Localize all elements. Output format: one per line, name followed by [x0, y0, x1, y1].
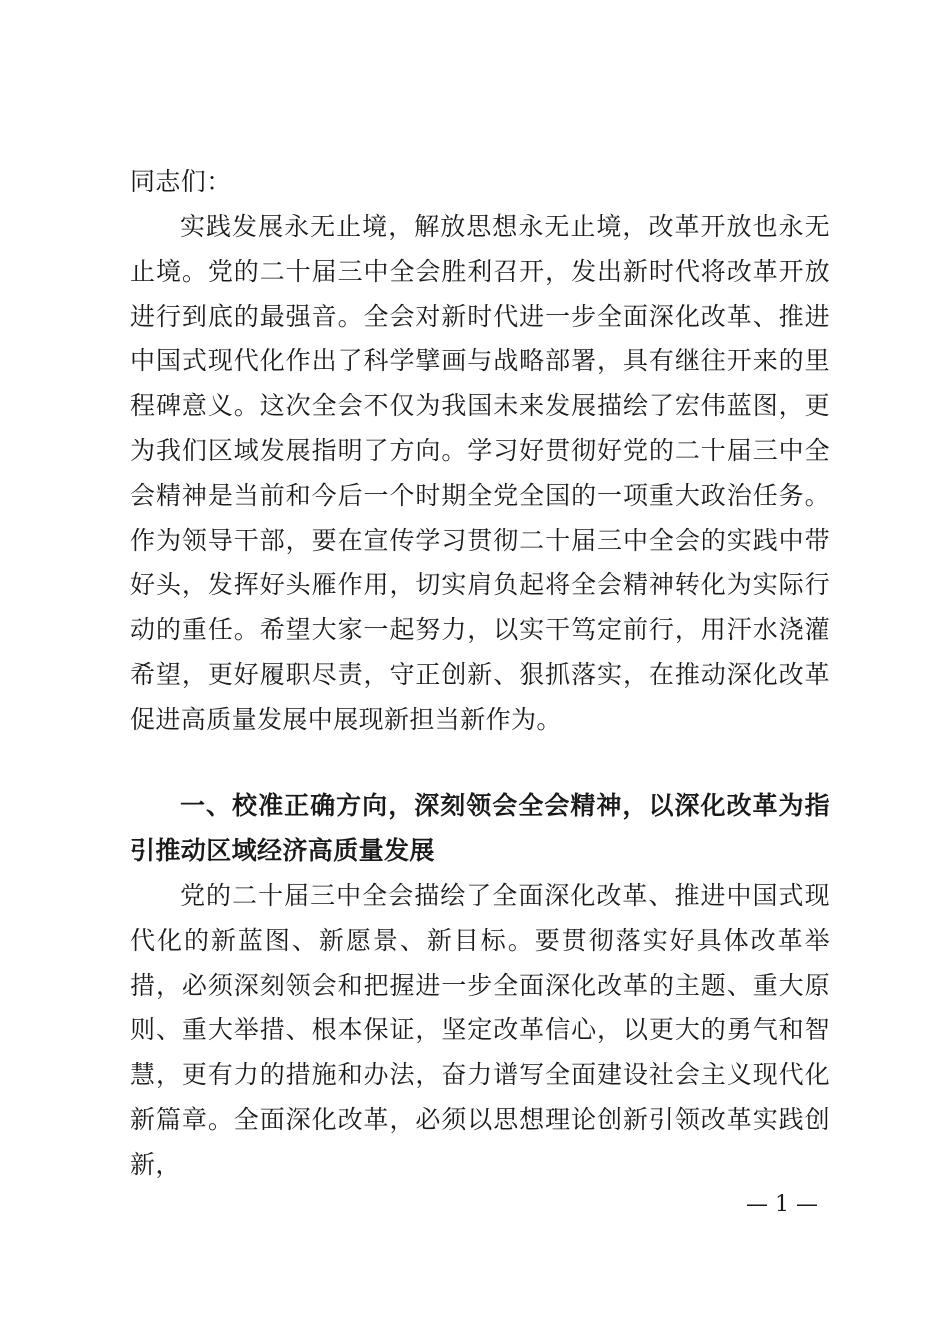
section-heading-1: 一、校准正确方向，深刻领会全会精神，以深化改革为指引推动区域经济高质量发展	[130, 791, 830, 865]
paragraph-intro: 实践发展永无止境，解放思想永无止境，改革开放也永无止境。党的二十届三中全会胜利召开，发出新时代将改革开放进行到底的最强音。全会对新时代进一步全面深化改革、推进中国式现代化作出了科学擘画与战略部署，具有继往开来的里程碑意义。这次全会不仅为我国未来发展描绘了宏伟蓝图，更为我们区域发展指明了方向。学习好贯彻好党的二十届三中全会精神是当前和今后一个时期全党全国的一项重大政治任务。作为领导干部，要在宣传学习贯彻二十届三中全会的实践中带好头，发挥好头雁作用，切实肩负起将全会精神转化为实际行动的重任。希望大家一起努力，以实干笃定前行，用汗水浇灌希望，更好履职尽责，守正创新、狠抓落实，在推动深化改革促进高质量发展中展现新担当新作为。	[130, 212, 830, 734]
page-number: — 1 —	[746, 1192, 818, 1217]
paragraph-section-1: 党的二十届三中全会描绘了全面深化改革、推进中国式现代化的新蓝图、新愿景、新目标。要贯彻落实好具体改革举措，必须深刻领会和把握进一步全面深化改革的主题、重大原则、重大举措、根本保证，坚定改革信心，以更大的勇气和智慧，更有力的措施和办法，奋力谱写全面建设社会主义现代化新篇章。全面深化改革，必须以思想理论创新引领改革实践创新，	[130, 881, 830, 1179]
salutation: 同志们：	[130, 167, 232, 196]
